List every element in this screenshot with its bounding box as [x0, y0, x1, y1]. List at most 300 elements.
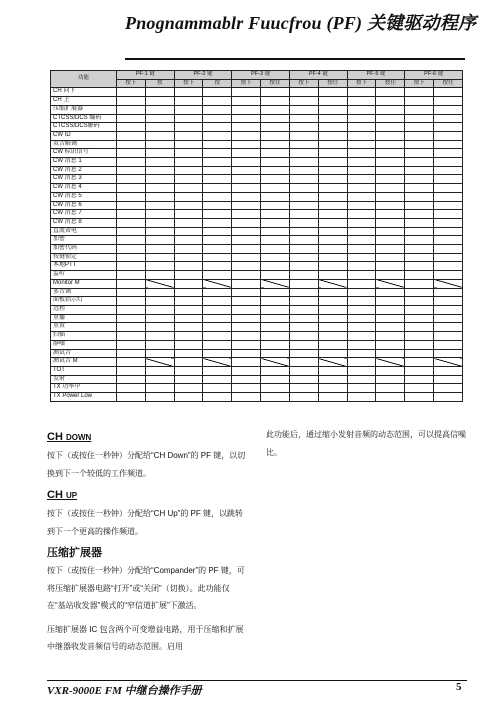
- assignment-cell: [376, 88, 405, 97]
- assignment-cell: [289, 97, 318, 106]
- assignment-cell: [145, 323, 174, 332]
- assignment-cell: [376, 184, 405, 193]
- assignment-cell: [289, 366, 318, 375]
- assignment-cell: [347, 210, 376, 219]
- assignment-cell: [289, 192, 318, 201]
- assignment-cell: [261, 332, 290, 341]
- assignment-cell: [232, 358, 261, 367]
- assignment-cell: [376, 271, 405, 280]
- assignment-cell: [145, 175, 174, 184]
- press-subheader: 按下: [174, 79, 203, 88]
- assignment-cell: [405, 358, 434, 367]
- assignment-cell: [434, 393, 463, 402]
- table-row: [51, 227, 463, 236]
- assignment-cell: [434, 262, 463, 271]
- assignment-cell: [405, 97, 434, 106]
- assignment-cell: [376, 393, 405, 402]
- pf-function-table: [50, 70, 463, 402]
- table-row: [51, 140, 463, 149]
- assignment-cell: [376, 210, 405, 219]
- assignment-cell: [203, 131, 232, 140]
- assignment-cell: [174, 340, 203, 349]
- assignment-cell: [174, 288, 203, 297]
- assignment-cell: [117, 166, 146, 175]
- assignment-cell: [145, 340, 174, 349]
- assignment-cell: [261, 149, 290, 158]
- table-row: [51, 271, 463, 280]
- assignment-cell: [203, 140, 232, 149]
- table-row: [51, 97, 463, 106]
- assignment-cell: [117, 375, 146, 384]
- assignment-cell: [376, 366, 405, 375]
- assignment-cell: [289, 358, 318, 367]
- table-row: [51, 166, 463, 175]
- table-row: [51, 245, 463, 254]
- assignment-cell: [376, 236, 405, 245]
- assignment-cell: [261, 288, 290, 297]
- function-name-cell: 双音解调: [51, 140, 117, 149]
- assignment-cell: [376, 253, 405, 262]
- assignment-cell: [203, 123, 232, 132]
- assignment-cell: [261, 210, 290, 219]
- assignment-cell: [232, 245, 261, 254]
- assignment-cell: [376, 262, 405, 271]
- assignment-cell: [318, 288, 347, 297]
- assignment-cell: [203, 314, 232, 323]
- function-name-cell: TOT: [51, 366, 117, 375]
- assignment-cell: [405, 305, 434, 314]
- assignment-cell: [434, 349, 463, 358]
- assignment-cell: [117, 149, 146, 158]
- assignment-cell: [434, 140, 463, 149]
- assignment-cell: [405, 393, 434, 402]
- assignment-cell: [347, 305, 376, 314]
- assignment-cell: [347, 279, 376, 288]
- function-name-cell: CW 消息 5: [51, 192, 117, 201]
- pf-group-header: PF-5 键: [347, 71, 405, 80]
- assignment-cell: [145, 105, 174, 114]
- assignment-cell: [117, 236, 146, 245]
- assignment-cell: [203, 393, 232, 402]
- assignment-cell: [318, 210, 347, 219]
- assignment-cell: [347, 366, 376, 375]
- assignment-cell: [145, 288, 174, 297]
- page-title: Pnognammablr Fuucfrou (PF) 关键驱动程序: [125, 13, 477, 33]
- function-name-cell: 加密代码: [51, 245, 117, 254]
- assignment-cell: [117, 123, 146, 132]
- assignment-cell: [347, 105, 376, 114]
- function-name-cell: CW 消息 1: [51, 158, 117, 167]
- assignment-cell: [289, 201, 318, 210]
- assignment-cell: [117, 384, 146, 393]
- table-row: [51, 288, 463, 297]
- assignment-cell: [347, 175, 376, 184]
- assignment-cell: [405, 323, 434, 332]
- assignment-cell: [289, 245, 318, 254]
- assignment-cell: [434, 105, 463, 114]
- assignment-cell: [174, 305, 203, 314]
- assignment-cell: [405, 201, 434, 210]
- assignment-cell: [261, 97, 290, 106]
- assignment-cell: [405, 105, 434, 114]
- assignment-cell: [318, 105, 347, 114]
- function-name-cell: 按键锁定: [51, 253, 117, 262]
- assignment-cell: [347, 332, 376, 341]
- assignment-cell: [289, 227, 318, 236]
- assignment-cell: [174, 192, 203, 201]
- assignment-cell: [174, 332, 203, 341]
- assignment-cell: [145, 123, 174, 132]
- assignment-cell: [232, 297, 261, 306]
- assignment-cell: [203, 271, 232, 280]
- assignment-cell: [376, 297, 405, 306]
- assignment-cell: [347, 192, 376, 201]
- assignment-cell: [289, 218, 318, 227]
- assignment-cell: [145, 166, 174, 175]
- assignment-cell: [174, 184, 203, 193]
- not-applicable-cell: [318, 279, 347, 288]
- assignment-cell: [145, 210, 174, 219]
- assignment-cell: [405, 349, 434, 358]
- assignment-cell: [434, 271, 463, 280]
- pf-group-header: PF-1 键: [117, 71, 175, 80]
- assignment-cell: [261, 349, 290, 358]
- assignment-cell: [232, 262, 261, 271]
- assignment-cell: [347, 297, 376, 306]
- assignment-cell: [376, 123, 405, 132]
- assignment-cell: [117, 305, 146, 314]
- assignment-cell: [145, 114, 174, 123]
- assignment-cell: [434, 305, 463, 314]
- assignment-cell: [145, 366, 174, 375]
- assignment-cell: [347, 340, 376, 349]
- table-row: [51, 158, 463, 167]
- assignment-cell: [318, 245, 347, 254]
- assignment-cell: [347, 384, 376, 393]
- assignment-cell: [347, 349, 376, 358]
- assignment-cell: [289, 123, 318, 132]
- assignment-cell: [347, 131, 376, 140]
- table-row: [51, 149, 463, 158]
- assignment-cell: [347, 114, 376, 123]
- assignment-cell: [117, 288, 146, 297]
- assignment-cell: [318, 114, 347, 123]
- assignment-cell: [232, 375, 261, 384]
- assignment-cell: [232, 218, 261, 227]
- assignment-cell: [117, 158, 146, 167]
- assignment-cell: [318, 297, 347, 306]
- assignment-cell: [174, 375, 203, 384]
- function-name-cell: 重播: [51, 314, 117, 323]
- section-body-compander-cont: 此功能后，通过缩小发射音频的动态范围，可以提高信噪比。: [266, 430, 466, 457]
- assignment-cell: [405, 340, 434, 349]
- assignment-cell: [261, 393, 290, 402]
- assignment-cell: [203, 175, 232, 184]
- assignment-cell: [232, 314, 261, 323]
- assignment-cell: [347, 166, 376, 175]
- assignment-cell: [203, 201, 232, 210]
- assignment-cell: [318, 262, 347, 271]
- assignment-cell: [289, 184, 318, 193]
- assignment-cell: [405, 166, 434, 175]
- assignment-cell: [145, 271, 174, 280]
- assignment-cell: [145, 149, 174, 158]
- assignment-cell: [174, 140, 203, 149]
- not-applicable-cell: [376, 358, 405, 367]
- assignment-cell: [203, 349, 232, 358]
- assignment-cell: [376, 140, 405, 149]
- table-row: [51, 105, 463, 114]
- assignment-cell: [145, 158, 174, 167]
- assignment-cell: [145, 227, 174, 236]
- hold-subheader: 按住: [318, 79, 347, 88]
- assignment-cell: [232, 227, 261, 236]
- assignment-cell: [261, 323, 290, 332]
- function-name-cell: 本地PTT: [51, 262, 117, 271]
- assignment-cell: [376, 166, 405, 175]
- assignment-cell: [261, 140, 290, 149]
- assignment-cell: [145, 384, 174, 393]
- assignment-cell: [203, 114, 232, 123]
- assignment-cell: [289, 158, 318, 167]
- assignment-cell: [232, 149, 261, 158]
- press-subheader: 按下: [347, 79, 376, 88]
- assignment-cell: [289, 262, 318, 271]
- assignment-cell: [347, 227, 376, 236]
- assignment-cell: [261, 175, 290, 184]
- assignment-cell: [261, 166, 290, 175]
- assignment-cell: [174, 393, 203, 402]
- table-row: [51, 184, 463, 193]
- page-number: 5: [456, 681, 462, 693]
- function-name-cell: Monitor M: [51, 279, 117, 288]
- table-row: [51, 332, 463, 341]
- assignment-cell: [117, 314, 146, 323]
- not-applicable-cell: [318, 358, 347, 367]
- assignment-cell: [376, 175, 405, 184]
- assignment-cell: [145, 192, 174, 201]
- table-row: [51, 175, 463, 184]
- assignment-cell: [203, 288, 232, 297]
- assignment-cell: [376, 349, 405, 358]
- assignment-cell: [405, 210, 434, 219]
- assignment-cell: [232, 384, 261, 393]
- assignment-cell: [203, 332, 232, 341]
- assignment-cell: [261, 245, 290, 254]
- assignment-cell: [434, 184, 463, 193]
- assignment-cell: [261, 114, 290, 123]
- section-heading-ch-up: CH UP: [47, 489, 78, 501]
- assignment-cell: [347, 123, 376, 132]
- assignment-cell: [347, 262, 376, 271]
- assignment-cell: [174, 297, 203, 306]
- assignment-cell: [347, 218, 376, 227]
- assignment-cell: [145, 88, 174, 97]
- assignment-cell: [174, 97, 203, 106]
- assignment-cell: [174, 349, 203, 358]
- assignment-cell: [434, 201, 463, 210]
- pf-group-header: PF-3 键: [232, 71, 290, 80]
- assignment-cell: [145, 245, 174, 254]
- table-row: [51, 114, 463, 123]
- assignment-cell: [203, 253, 232, 262]
- assignment-cell: [203, 375, 232, 384]
- assignment-cell: [232, 158, 261, 167]
- table-row: [51, 279, 463, 288]
- assignment-cell: [174, 210, 203, 219]
- assignment-cell: [405, 271, 434, 280]
- assignment-cell: [434, 245, 463, 254]
- assignment-cell: [318, 332, 347, 341]
- assignment-cell: [174, 175, 203, 184]
- assignment-cell: [261, 192, 290, 201]
- press-subheader: 按下: [117, 79, 146, 88]
- assignment-cell: [232, 192, 261, 201]
- assignment-cell: [261, 253, 290, 262]
- assignment-cell: [261, 262, 290, 271]
- assignment-cell: [232, 332, 261, 341]
- assignment-cell: [376, 384, 405, 393]
- assignment-cell: [376, 97, 405, 106]
- assignment-cell: [261, 184, 290, 193]
- assignment-cell: [261, 218, 290, 227]
- assignment-cell: [289, 314, 318, 323]
- assignment-cell: [232, 349, 261, 358]
- assignment-cell: [203, 210, 232, 219]
- assignment-cell: [347, 140, 376, 149]
- table-header-row: [51, 71, 463, 80]
- assignment-cell: [318, 349, 347, 358]
- assignment-cell: [174, 201, 203, 210]
- assignment-cell: [232, 271, 261, 280]
- assignment-cell: [347, 88, 376, 97]
- assignment-cell: [145, 349, 174, 358]
- assignment-cell: [174, 123, 203, 132]
- assignment-cell: [117, 271, 146, 280]
- assignment-cell: [405, 123, 434, 132]
- assignment-cell: [289, 297, 318, 306]
- assignment-cell: [347, 288, 376, 297]
- function-name-cell: CH 上: [51, 97, 117, 106]
- assignment-cell: [117, 227, 146, 236]
- assignment-cell: [261, 271, 290, 280]
- assignment-cell: [145, 201, 174, 210]
- assignment-cell: [347, 149, 376, 158]
- assignment-cell: [203, 340, 232, 349]
- assignment-cell: [289, 236, 318, 245]
- assignment-cell: [203, 245, 232, 254]
- assignment-cell: [174, 149, 203, 158]
- assignment-cell: [405, 158, 434, 167]
- assignment-cell: [174, 314, 203, 323]
- assignment-cell: [117, 245, 146, 254]
- assignment-cell: [203, 297, 232, 306]
- function-name-cell: 直流省电: [51, 227, 117, 236]
- assignment-cell: [117, 340, 146, 349]
- assignment-cell: [232, 184, 261, 193]
- assignment-cell: [347, 253, 376, 262]
- assignment-cell: [232, 236, 261, 245]
- assignment-cell: [405, 236, 434, 245]
- assignment-cell: [434, 384, 463, 393]
- assignment-cell: [376, 114, 405, 123]
- assignment-cell: [405, 114, 434, 123]
- assignment-cell: [203, 105, 232, 114]
- assignment-cell: [117, 279, 146, 288]
- assignment-cell: [174, 271, 203, 280]
- assignment-cell: [347, 323, 376, 332]
- table-row: [51, 192, 463, 201]
- assignment-cell: [376, 149, 405, 158]
- assignment-cell: [434, 149, 463, 158]
- assignment-cell: [145, 131, 174, 140]
- assignment-cell: [347, 314, 376, 323]
- assignment-cell: [405, 384, 434, 393]
- function-name-cell: 多音调: [51, 288, 117, 297]
- table-row: [51, 323, 463, 332]
- assignment-cell: [405, 332, 434, 341]
- function-name-cell: CW 消息 7: [51, 210, 117, 219]
- assignment-cell: [434, 323, 463, 332]
- assignment-cell: [289, 140, 318, 149]
- function-name-cell: 测试音: [51, 349, 117, 358]
- assignment-cell: [434, 340, 463, 349]
- assignment-cell: [261, 384, 290, 393]
- table-row: [51, 218, 463, 227]
- assignment-cell: [261, 297, 290, 306]
- assignment-cell: [434, 297, 463, 306]
- assignment-cell: [289, 384, 318, 393]
- assignment-cell: [405, 218, 434, 227]
- assignment-cell: [405, 288, 434, 297]
- assignment-cell: [117, 366, 146, 375]
- assignment-cell: [203, 227, 232, 236]
- assignment-cell: [318, 184, 347, 193]
- assignment-cell: [174, 218, 203, 227]
- not-applicable-cell: [203, 279, 232, 288]
- assignment-cell: [405, 149, 434, 158]
- assignment-cell: [434, 218, 463, 227]
- pf-group-header: PF-6 键: [405, 71, 463, 80]
- assignment-cell: [376, 131, 405, 140]
- assignment-cell: [232, 323, 261, 332]
- assignment-cell: [289, 393, 318, 402]
- assignment-cell: [318, 97, 347, 106]
- assignment-cell: [174, 279, 203, 288]
- pf-group-header: PF-2 键: [174, 71, 232, 80]
- assignment-cell: [347, 158, 376, 167]
- table-row: [51, 297, 463, 306]
- hold-subheader: 按住: [261, 79, 290, 88]
- assignment-cell: [405, 262, 434, 271]
- function-name-cell: CTCSS/DCS 编码: [51, 114, 117, 123]
- assignment-cell: [318, 158, 347, 167]
- assignment-cell: [405, 88, 434, 97]
- assignment-cell: [117, 332, 146, 341]
- assignment-cell: [174, 366, 203, 375]
- assignment-cell: [174, 236, 203, 245]
- assignment-cell: [318, 131, 347, 140]
- assignment-cell: [174, 227, 203, 236]
- assignment-cell: [318, 175, 347, 184]
- assignment-cell: [117, 218, 146, 227]
- assignment-cell: [289, 271, 318, 280]
- assignment-cell: [318, 88, 347, 97]
- assignment-cell: [318, 123, 347, 132]
- assignment-cell: [232, 253, 261, 262]
- assignment-cell: [318, 227, 347, 236]
- section-body-ch-up: 按下（或按住一秒钟）分配给“CH Up”的 PF 键，以跳转到下一个更高的操作频道。: [47, 509, 243, 536]
